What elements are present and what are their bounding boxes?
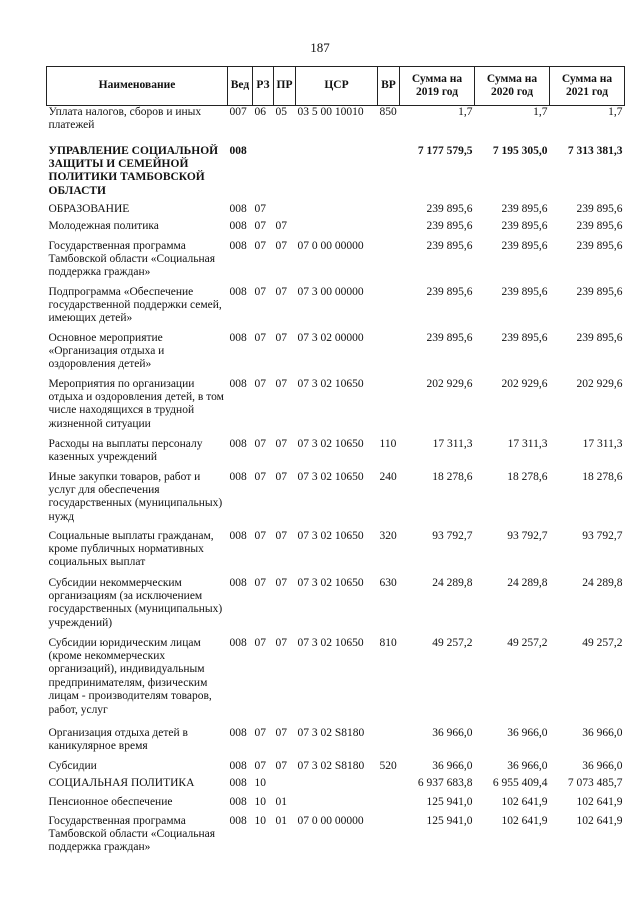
cell-pr: 07 bbox=[275, 437, 287, 450]
cell-name: Субсидии bbox=[48, 759, 97, 772]
cell-sum-2020: 202 929,6 bbox=[501, 377, 548, 390]
table-row bbox=[47, 471, 625, 530]
cell-sum-2019: 239 895,6 bbox=[426, 331, 473, 344]
cell-name: Молодежная политика bbox=[48, 219, 159, 232]
cell-vr bbox=[378, 796, 400, 815]
cell-pr: 07 bbox=[275, 331, 287, 344]
header-pr: ПР bbox=[274, 67, 296, 106]
cell-name: Государственная программа Тамбовской области «Социальная поддержка граждан» bbox=[48, 814, 216, 854]
header-sum-2020: Сумма на 2020 год bbox=[475, 67, 550, 106]
header-sum-2019: Сумма на 2019 год bbox=[400, 67, 475, 106]
table-row bbox=[47, 106, 625, 145]
table-row bbox=[47, 220, 625, 240]
cell-sum-2020: 239 895,6 bbox=[501, 239, 548, 252]
cell-vr bbox=[378, 727, 400, 760]
cell-sum-2019: 6 937 683,8 bbox=[417, 776, 473, 789]
cell-rz: 07 bbox=[254, 636, 266, 649]
cell-name: Мероприятия по организации отдыха и оздоровления детей, в том числе находящихся в трудной жизненной ситуации bbox=[48, 377, 224, 430]
cell-csr: 07 3 02 S8180 bbox=[297, 726, 365, 739]
cell-sum-2021: 239 895,6 bbox=[576, 219, 623, 232]
cell-csr: 07 3 02 S8180 bbox=[297, 759, 365, 772]
cell-rz: 07 bbox=[254, 759, 266, 772]
cell-vr bbox=[378, 332, 400, 378]
cell-sum-2019: 239 895,6 bbox=[426, 202, 473, 215]
cell-sum-2021: 239 895,6 bbox=[576, 331, 623, 344]
cell-sum-2019: 125 941,0 bbox=[426, 814, 473, 827]
table-row bbox=[47, 577, 625, 637]
cell-sum-2019: 239 895,6 bbox=[426, 219, 473, 232]
table-row bbox=[47, 796, 625, 815]
cell-pr: 07 bbox=[275, 759, 287, 772]
cell-ved: 007 bbox=[229, 106, 247, 118]
cell-ved: 008 bbox=[229, 377, 247, 390]
cell-csr: 07 3 02 10650 bbox=[297, 470, 364, 483]
cell-sum-2020: 18 278,6 bbox=[507, 470, 548, 483]
cell-vr: 520 bbox=[379, 759, 397, 772]
cell-sum-2019: 125 941,0 bbox=[426, 795, 473, 808]
cell-ved: 008 bbox=[229, 636, 247, 649]
cell-sum-2021: 239 895,6 bbox=[576, 202, 623, 215]
cell-sum-2020: 36 966,0 bbox=[507, 726, 548, 739]
cell-sum-2020: 6 955 409,4 bbox=[492, 776, 548, 789]
table-row bbox=[47, 760, 625, 777]
cell-rz: 07 bbox=[254, 437, 266, 450]
cell-sum-2019: 93 792,7 bbox=[432, 529, 473, 542]
cell-vr: 630 bbox=[379, 576, 397, 589]
cell-sum-2021: 36 966,0 bbox=[582, 726, 623, 739]
cell-ved: 008 bbox=[229, 470, 247, 483]
table-row bbox=[47, 637, 625, 727]
cell-ved: 008 bbox=[229, 814, 247, 827]
cell-vr: 110 bbox=[379, 437, 397, 450]
cell-sum-2020: 239 895,6 bbox=[501, 219, 548, 232]
cell-name: Расходы на выплаты персоналу казенных учреждений bbox=[48, 437, 203, 463]
cell-pr: 07 bbox=[275, 239, 287, 252]
table-body bbox=[47, 106, 625, 861]
cell-csr bbox=[296, 203, 378, 220]
cell-name: Организация отдыха детей в каникулярное время bbox=[48, 726, 188, 752]
cell-sum-2021: 102 641,9 bbox=[576, 814, 623, 827]
page-number: 187 bbox=[310, 40, 330, 55]
cell-sum-2020: 239 895,6 bbox=[501, 331, 548, 344]
cell-rz: 07 bbox=[254, 331, 266, 344]
cell-ved: 008 bbox=[229, 776, 247, 789]
cell-rz: 07 bbox=[254, 576, 266, 589]
cell-ved: 008 bbox=[229, 795, 247, 808]
cell-pr: 07 bbox=[275, 636, 287, 649]
cell-rz: 07 bbox=[254, 285, 266, 298]
cell-vr bbox=[378, 286, 400, 332]
header-name: Наименование bbox=[47, 67, 228, 106]
cell-pr bbox=[274, 145, 296, 203]
cell-sum-2021: 36 966,0 bbox=[582, 759, 623, 772]
cell-rz: 07 bbox=[254, 529, 266, 542]
cell-vr bbox=[378, 145, 400, 203]
cell-ved: 008 bbox=[229, 219, 247, 232]
cell-sum-2019: 49 257,2 bbox=[432, 636, 473, 649]
table-row bbox=[47, 727, 625, 760]
cell-rz: 10 bbox=[254, 814, 266, 827]
table-row bbox=[47, 378, 625, 438]
cell-pr: 07 bbox=[275, 726, 287, 739]
cell-ved: 008 bbox=[229, 437, 247, 450]
cell-pr: 01 bbox=[275, 814, 287, 827]
cell-vr bbox=[378, 378, 400, 438]
cell-ved: 008 bbox=[229, 239, 247, 252]
cell-sum-2019: 239 895,6 bbox=[426, 285, 473, 298]
cell-sum-2020: 93 792,7 bbox=[507, 529, 548, 542]
cell-csr: 07 0 00 00000 bbox=[297, 814, 364, 827]
header-rz: РЗ bbox=[253, 67, 274, 106]
cell-vr: 810 bbox=[379, 636, 397, 649]
cell-csr bbox=[296, 145, 378, 203]
cell-sum-2021: 18 278,6 bbox=[582, 470, 623, 483]
cell-csr: 03 5 00 10010 bbox=[297, 106, 364, 118]
cell-vr: 850 bbox=[379, 106, 397, 118]
cell-pr: 07 bbox=[275, 285, 287, 298]
table-row bbox=[47, 145, 625, 203]
cell-vr bbox=[378, 220, 400, 240]
cell-name: ОБРАЗОВАНИЕ bbox=[48, 202, 130, 215]
cell-rz: 07 bbox=[254, 470, 266, 483]
cell-sum-2020: 239 895,6 bbox=[501, 202, 548, 215]
cell-sum-2021: 93 792,7 bbox=[582, 529, 623, 542]
table-row bbox=[47, 240, 625, 286]
cell-sum-2019: 36 966,0 bbox=[432, 759, 473, 772]
cell-ved: 008 bbox=[229, 144, 247, 157]
table-row bbox=[47, 286, 625, 332]
cell-rz: 07 bbox=[254, 239, 266, 252]
cell-sum-2020: 102 641,9 bbox=[501, 795, 548, 808]
cell-rz: 07 bbox=[254, 377, 266, 390]
table-row bbox=[47, 815, 625, 861]
cell-sum-2019: 36 966,0 bbox=[432, 726, 473, 739]
budget-table bbox=[46, 66, 625, 861]
table-row bbox=[47, 438, 625, 471]
cell-vr bbox=[378, 815, 400, 861]
cell-sum-2020: 17 311,3 bbox=[507, 437, 548, 450]
cell-pr: 07 bbox=[275, 470, 287, 483]
cell-sum-2021: 17 311,3 bbox=[582, 437, 623, 450]
cell-rz: 07 bbox=[254, 219, 266, 232]
cell-pr bbox=[274, 203, 296, 220]
cell-vr bbox=[378, 777, 400, 796]
cell-sum-2021: 7 313 381,3 bbox=[567, 144, 623, 157]
cell-pr bbox=[274, 777, 296, 796]
cell-sum-2021: 24 289,8 bbox=[582, 576, 623, 589]
cell-sum-2021: 239 895,6 bbox=[576, 239, 623, 252]
cell-csr: 07 3 02 00000 bbox=[297, 331, 364, 344]
cell-ved: 008 bbox=[229, 331, 247, 344]
cell-vr bbox=[378, 203, 400, 220]
cell-sum-2020: 24 289,8 bbox=[507, 576, 548, 589]
header-ved: Вед bbox=[228, 67, 253, 106]
cell-pr: 01 bbox=[275, 795, 287, 808]
cell-name: СОЦИАЛЬНАЯ ПОЛИТИКА bbox=[48, 776, 195, 789]
cell-sum-2021: 202 929,6 bbox=[576, 377, 623, 390]
cell-sum-2020: 1,7 bbox=[533, 106, 548, 118]
cell-csr: 07 3 02 10650 bbox=[297, 529, 364, 542]
cell-ved: 008 bbox=[229, 576, 247, 589]
cell-vr: 320 bbox=[379, 529, 397, 542]
cell-sum-2021: 102 641,9 bbox=[576, 795, 623, 808]
cell-csr: 07 3 00 00000 bbox=[297, 285, 364, 298]
header-sum-2021: Сумма на 2021 год bbox=[550, 67, 625, 106]
cell-csr: 07 3 02 10650 bbox=[297, 636, 364, 649]
cell-sum-2020: 36 966,0 bbox=[507, 759, 548, 772]
cell-ved: 008 bbox=[229, 529, 247, 542]
cell-csr: 07 3 02 10650 bbox=[297, 377, 364, 390]
cell-name: Основное мероприятие «Организация отдыха и оздоровления детей» bbox=[48, 331, 165, 371]
cell-sum-2021: 1,7 bbox=[608, 106, 623, 118]
cell-pr: 07 bbox=[275, 576, 287, 589]
cell-rz: 06 bbox=[254, 106, 266, 118]
cell-name: Иные закупки товаров, работ и услуг для обеспечения государственных (муниципальных) нужд bbox=[48, 470, 223, 523]
cell-sum-2021: 49 257,2 bbox=[582, 636, 623, 649]
cell-name: УПРАВЛЕНИЕ СОЦИАЛЬНОЙ ЗАЩИТЫ И СЕМЕЙНОЙ ПОЛИТИКИ ТАМБОВСКОЙ ОБЛАСТИ bbox=[48, 144, 219, 197]
cell-ved: 008 bbox=[229, 202, 247, 215]
cell-sum-2020: 7 195 305,0 bbox=[492, 144, 548, 157]
table-header bbox=[47, 67, 625, 106]
cell-pr: 07 bbox=[275, 377, 287, 390]
cell-csr: 07 3 02 10650 bbox=[297, 437, 364, 450]
cell-sum-2019: 202 929,6 bbox=[426, 377, 473, 390]
header-csr: ЦСР bbox=[296, 67, 378, 106]
cell-pr: 07 bbox=[275, 219, 287, 232]
cell-sum-2021: 7 073 485,7 bbox=[567, 776, 623, 789]
cell-csr bbox=[296, 220, 378, 240]
cell-sum-2021: 239 895,6 bbox=[576, 285, 623, 298]
cell-csr: 07 3 02 10650 bbox=[297, 576, 364, 589]
cell-name: Социальные выплаты гражданам, кроме публичных нормативных социальных выплат bbox=[48, 529, 214, 569]
cell-vr bbox=[378, 240, 400, 286]
cell-sum-2019: 1,7 bbox=[458, 106, 473, 118]
cell-pr: 07 bbox=[275, 529, 287, 542]
cell-sum-2020: 49 257,2 bbox=[507, 636, 548, 649]
cell-sum-2020: 239 895,6 bbox=[501, 285, 548, 298]
cell-ved: 008 bbox=[229, 285, 247, 298]
table-row bbox=[47, 530, 625, 577]
cell-name: Субсидии юридическим лицам (кроме некоммерческих организаций), индивидуальным предпринимателям, физическим лицам - производителям товаров, работ, услуг bbox=[48, 636, 212, 716]
cell-name: Уплата налогов, сборов и иных платежей bbox=[48, 106, 202, 132]
table-row bbox=[47, 332, 625, 378]
cell-pr: 05 bbox=[275, 106, 287, 118]
cell-name: Пенсионное обеспечение bbox=[48, 795, 173, 808]
cell-rz: 10 bbox=[254, 795, 266, 808]
cell-name: Подпрограмма «Обеспечение государственной поддержки семей, имеющих детей» bbox=[48, 285, 222, 325]
cell-rz: 10 bbox=[254, 776, 266, 789]
cell-rz: 07 bbox=[254, 202, 266, 215]
table-row bbox=[47, 777, 625, 796]
cell-sum-2019: 24 289,8 bbox=[432, 576, 473, 589]
cell-sum-2019: 7 177 579,5 bbox=[417, 144, 473, 157]
cell-name: Государственная программа Тамбовской области «Социальная поддержка граждан» bbox=[48, 239, 216, 279]
cell-vr: 240 bbox=[379, 470, 397, 483]
cell-rz: 07 bbox=[254, 726, 266, 739]
header-vr: ВР bbox=[378, 67, 400, 106]
cell-rz bbox=[253, 145, 274, 203]
table-row bbox=[47, 203, 625, 220]
cell-ved: 008 bbox=[229, 759, 247, 772]
cell-csr: 07 0 00 00000 bbox=[297, 239, 364, 252]
cell-sum-2019: 17 311,3 bbox=[432, 437, 473, 450]
cell-ved: 008 bbox=[229, 726, 247, 739]
cell-sum-2019: 18 278,6 bbox=[432, 470, 473, 483]
cell-csr bbox=[296, 777, 378, 796]
cell-sum-2019: 239 895,6 bbox=[426, 239, 473, 252]
cell-name: Субсидии некоммерческим организациям (за исключением государственных (муниципальных) учреждений) bbox=[48, 576, 223, 629]
cell-sum-2020: 102 641,9 bbox=[501, 814, 548, 827]
cell-csr bbox=[296, 796, 378, 815]
